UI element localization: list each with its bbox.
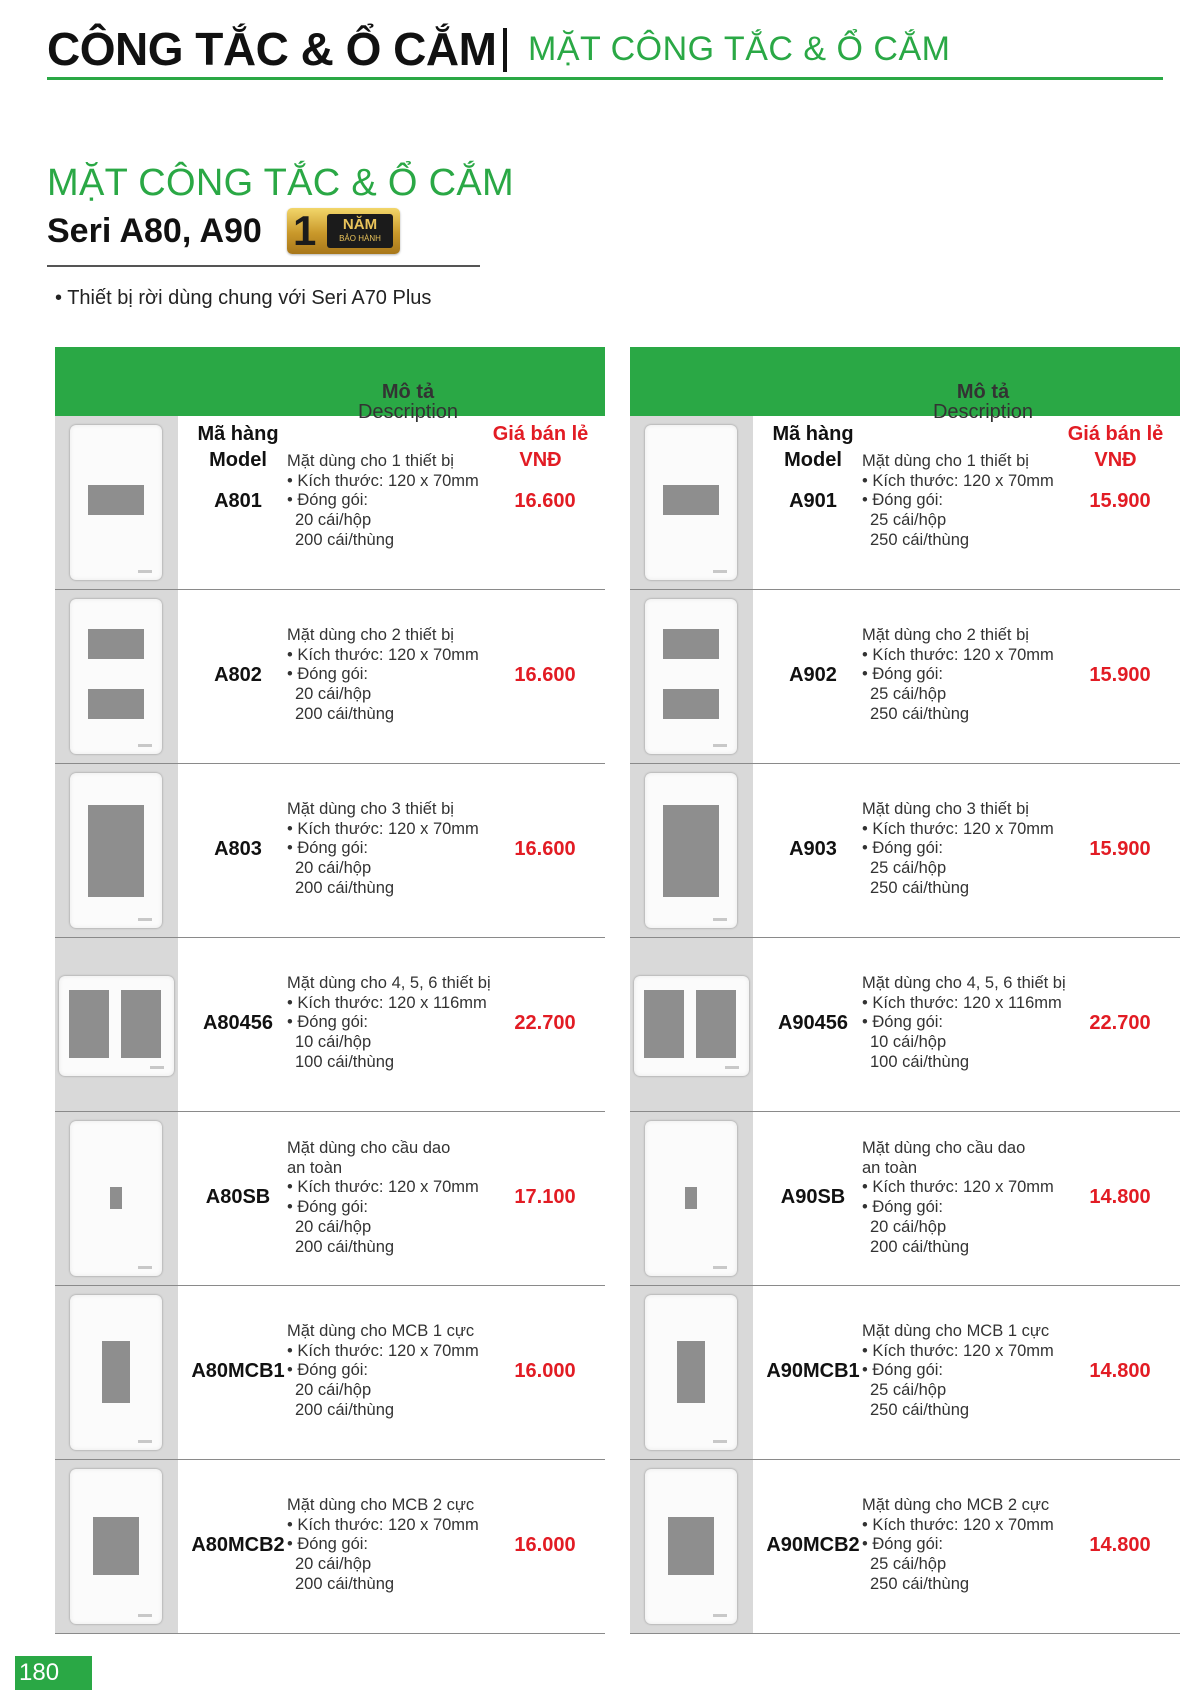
description-line: Mặt dùng cho 3 thiết bị (287, 800, 454, 818)
description-line: Mặt dùng cho MCB 1 cực (287, 1322, 475, 1340)
description-line: 200 cái/thùng (295, 1574, 395, 1593)
device-slot (663, 805, 719, 897)
header-label: Mô tả (381, 381, 435, 403)
brand-mark (138, 570, 152, 573)
description-line: 20 cái/hộp (295, 685, 372, 704)
description-line: Mặt dùng cho 3 thiết bị (862, 800, 1029, 818)
product-price: 16.600 (514, 838, 576, 860)
brand-mark (138, 1266, 152, 1269)
table-row (630, 416, 1180, 590)
table-row (630, 1112, 1180, 1286)
page-header (47, 18, 1163, 80)
table-row (55, 938, 605, 1112)
description-line: • Đóng gói: (862, 839, 943, 858)
description-line: 200 cái/thùng (870, 1237, 970, 1256)
description-line: Mặt dùng cho 2 thiết bị (287, 626, 454, 644)
description-line: 25 cái/hộp (870, 685, 947, 704)
wall-plate-image (70, 773, 162, 928)
brand-mark (138, 1440, 152, 1443)
product-image (630, 416, 753, 589)
description-line: Mặt dùng cho 1 thiết bị (862, 452, 1029, 470)
wall-plate-image (70, 1469, 162, 1624)
description-line: • Đóng gói: (862, 1361, 943, 1380)
table-row (55, 416, 605, 590)
product-image (55, 590, 178, 763)
wall-plate-image (70, 1121, 162, 1276)
product-price: 16.000 (514, 1534, 576, 1556)
description-line: 10 cái/hộp (295, 1033, 372, 1052)
product-model: A80MCB2 (191, 1534, 285, 1556)
header-label-en: Model (209, 449, 267, 471)
product-price: 15.900 (1089, 664, 1151, 686)
description-line: • Kích thước: 120 x 70mm (287, 1341, 479, 1360)
wall-plate-image (70, 425, 162, 580)
product-description (287, 1322, 502, 1421)
product-model: A80MCB1 (191, 1360, 285, 1382)
device-slot (93, 1517, 139, 1575)
description-line: 250 cái/thùng (870, 704, 970, 723)
description-line: • Đóng gói: (862, 491, 943, 510)
product-description (862, 974, 1077, 1073)
description-line: • Kích thước: 120 x 70mm (862, 471, 1054, 490)
product-price: 16.600 (514, 490, 576, 512)
device-slot (663, 485, 719, 515)
product-description (287, 452, 502, 551)
device-slot (668, 1517, 714, 1575)
description-line: 20 cái/hộp (295, 511, 372, 530)
device-slot (69, 990, 109, 1058)
product-description (862, 1496, 1077, 1595)
section-note: • Thiết bị rời dùng chung với Seri A70 Plus (55, 287, 432, 309)
header-label-en: Model (784, 449, 842, 471)
description-line: 200 cái/thùng (295, 704, 395, 723)
product-image (55, 416, 178, 589)
product-model: A90MCB2 (766, 1534, 860, 1556)
product-price: 14.800 (1089, 1534, 1151, 1556)
description-line: • Kích thước: 120 x 70mm (287, 1515, 479, 1534)
product-table-a80 (55, 347, 605, 1634)
device-slot (88, 805, 144, 897)
product-table-a90 (630, 347, 1180, 1634)
device-slot (663, 689, 719, 719)
product-description (862, 1322, 1077, 1421)
device-slot (663, 629, 719, 659)
description-line: 25 cái/hộp (870, 511, 947, 530)
warranty-unit: NĂM (342, 216, 378, 233)
product-description (287, 626, 502, 725)
product-description (862, 626, 1077, 725)
product-price: 22.700 (514, 1012, 576, 1034)
product-image (55, 938, 178, 1111)
description-line: 200 cái/thùng (295, 1237, 395, 1256)
product-model: A90MCB1 (766, 1360, 860, 1382)
product-image (55, 1460, 178, 1633)
wall-plate-image (70, 1295, 162, 1450)
product-price: 14.800 (1089, 1360, 1151, 1382)
brand-mark (713, 1266, 727, 1269)
warranty-years: 1 (293, 207, 317, 254)
product-image (630, 764, 753, 937)
catalog-category-title: CÔNG TẮC & Ổ CẮM (47, 23, 497, 75)
description-line: • Đóng gói: (862, 1198, 943, 1217)
description-line: • Đóng gói: (862, 665, 943, 684)
brand-mark (725, 1066, 739, 1069)
header-label: Mô tả (956, 381, 1010, 403)
description-line: 20 cái/hộp (870, 1217, 947, 1236)
description-line: • Kích thước: 120 x 70mm (862, 1178, 1054, 1197)
catalog-subcategory-title: MẶT CÔNG TẮC & Ổ CẮM (528, 30, 951, 68)
header-label-en: VNĐ (519, 449, 562, 471)
description-line: 20 cái/hộp (295, 1555, 372, 1574)
table-row (55, 764, 605, 938)
description-line: an toàn (862, 1158, 918, 1177)
product-description (862, 1139, 1077, 1257)
product-price: 15.900 (1089, 490, 1151, 512)
description-line: Mặt dùng cho MCB 1 cực (862, 1322, 1050, 1340)
description-line: 250 cái/thùng (870, 1400, 970, 1419)
description-line: • Đóng gói: (287, 839, 368, 858)
brand-mark (138, 918, 152, 921)
brand-mark (713, 744, 727, 747)
description-line: • Đóng gói: (287, 1535, 368, 1554)
description-line: Mặt dùng cho MCB 2 cực (287, 1496, 475, 1514)
description-line: • Kích thước: 120 x 116mm (862, 993, 1062, 1012)
product-model: A802 (214, 664, 262, 686)
product-image (55, 1112, 178, 1285)
product-description (862, 452, 1077, 551)
wall-plate-image (634, 976, 749, 1076)
description-line: 100 cái/thùng (295, 1052, 395, 1071)
description-line: • Kích thước: 120 x 70mm (287, 471, 479, 490)
description-line: 10 cái/hộp (870, 1033, 947, 1052)
table-row (55, 1460, 605, 1634)
product-description (287, 1139, 502, 1257)
description-line: • Kích thước: 120 x 116mm (287, 993, 487, 1012)
description-line: 25 cái/hộp (870, 859, 947, 878)
description-line: an toàn (287, 1158, 343, 1177)
device-slot (102, 1341, 130, 1403)
description-line: 25 cái/hộp (870, 1555, 947, 1574)
device-slot (644, 990, 684, 1058)
product-price: 17.100 (514, 1186, 576, 1208)
brand-mark (713, 918, 727, 921)
wall-plate-image (645, 1469, 737, 1624)
brand-mark (150, 1066, 164, 1069)
section-title: MẶT CÔNG TẮC & Ổ CẮM (47, 162, 514, 204)
table-row (630, 1460, 1180, 1634)
product-model: A901 (789, 490, 837, 512)
device-slot (696, 990, 736, 1058)
brand-mark (138, 744, 152, 747)
table-row (630, 938, 1180, 1112)
description-line: 250 cái/thùng (870, 530, 970, 549)
device-slot (88, 689, 144, 719)
description-line: • Đóng gói: (287, 1013, 368, 1032)
description-line: • Đóng gói: (862, 1013, 943, 1032)
header-divider (503, 28, 507, 72)
product-image (630, 1460, 753, 1633)
warranty-label-box (327, 214, 393, 248)
product-image (630, 938, 753, 1111)
header-label: Giá bán lẻ (1067, 423, 1164, 445)
description-line: Mặt dùng cho 4, 5, 6 thiết bị (287, 974, 491, 992)
description-line: • Đóng gói: (287, 491, 368, 510)
description-line: 250 cái/thùng (870, 878, 970, 897)
header-label-en: VNĐ (1094, 449, 1137, 471)
description-line: • Đóng gói: (287, 665, 368, 684)
product-model: A90SB (780, 1186, 846, 1208)
brand-mark (713, 570, 727, 573)
description-line: 20 cái/hộp (295, 1217, 372, 1236)
description-line: • Kích thước: 120 x 70mm (287, 1178, 479, 1197)
description-line: 200 cái/thùng (295, 530, 395, 549)
section-divider (47, 265, 480, 267)
description-line: • Kích thước: 120 x 70mm (287, 819, 479, 838)
wall-plate-image (70, 599, 162, 754)
description-line: 200 cái/thùng (295, 878, 395, 897)
page-number: 180 (15, 1656, 92, 1690)
table-row (55, 1286, 605, 1460)
description-line: 25 cái/hộp (870, 1381, 947, 1400)
product-image (630, 590, 753, 763)
description-line: Mặt dùng cho cầu dao (862, 1139, 1026, 1157)
product-price: 16.600 (514, 664, 576, 686)
product-model: A90456 (777, 1012, 849, 1034)
product-model: A902 (789, 664, 837, 686)
description-line: • Đóng gói: (862, 1535, 943, 1554)
product-model: A80SB (205, 1186, 271, 1208)
product-image (55, 1286, 178, 1459)
description-line: Mặt dùng cho cầu dao (287, 1139, 451, 1157)
description-line: • Đóng gói: (287, 1198, 368, 1217)
product-price: 22.700 (1089, 1012, 1151, 1034)
table-row (630, 1286, 1180, 1460)
product-price: 14.800 (1089, 1186, 1151, 1208)
header-label-en: Description (357, 400, 459, 423)
description-line: 20 cái/hộp (295, 1381, 372, 1400)
description-line: • Kích thước: 120 x 70mm (862, 1341, 1054, 1360)
brand-mark (713, 1440, 727, 1443)
description-line: 100 cái/thùng (870, 1052, 970, 1071)
product-image (55, 764, 178, 937)
product-image (630, 1286, 753, 1459)
product-description (862, 800, 1077, 899)
series-name: Seri A80, A90 (47, 212, 262, 250)
description-line: • Kích thước: 120 x 70mm (862, 1515, 1054, 1534)
description-line: • Kích thước: 120 x 70mm (862, 645, 1054, 664)
device-slot (88, 485, 144, 515)
wall-plate-image (645, 773, 737, 928)
header-label: Mã hàng (772, 423, 854, 445)
warranty-badge (287, 208, 400, 254)
description-line: • Đóng gói: (287, 1361, 368, 1380)
header-label-en: Description (932, 400, 1034, 423)
header-label: Giá bán lẻ (492, 423, 589, 445)
description-line: 200 cái/thùng (295, 1400, 395, 1419)
device-slot (121, 990, 161, 1058)
description-line: • Kích thước: 120 x 70mm (862, 819, 1054, 838)
product-model: A903 (789, 838, 837, 860)
description-line: 250 cái/thùng (870, 1574, 970, 1593)
header-label: Mã hàng (197, 423, 279, 445)
product-price: 15.900 (1089, 838, 1151, 860)
wall-plate-image (645, 599, 737, 754)
product-model: A803 (214, 838, 262, 860)
brand-mark (713, 1614, 727, 1617)
table-row (55, 590, 605, 764)
wall-plate-image (645, 1295, 737, 1450)
description-line: Mặt dùng cho 1 thiết bị (287, 452, 454, 470)
description-line: Mặt dùng cho MCB 2 cực (862, 1496, 1050, 1514)
warranty-label: BẢO HÀNH (339, 234, 381, 243)
device-slot (110, 1187, 122, 1209)
product-image (630, 1112, 753, 1285)
product-model: A801 (214, 490, 262, 512)
product-model: A80456 (202, 1012, 274, 1034)
description-line: Mặt dùng cho 2 thiết bị (862, 626, 1029, 644)
wall-plate-image (645, 425, 737, 580)
description-line: • Kích thước: 120 x 70mm (287, 645, 479, 664)
table-row (55, 1112, 605, 1286)
description-line: 20 cái/hộp (295, 859, 372, 878)
device-slot (677, 1341, 705, 1403)
product-description (287, 974, 502, 1073)
table-row (630, 764, 1180, 938)
wall-plate-image (645, 1121, 737, 1276)
brand-mark (138, 1614, 152, 1617)
description-line: Mặt dùng cho 4, 5, 6 thiết bị (862, 974, 1066, 992)
wall-plate-image (59, 976, 174, 1076)
device-slot (685, 1187, 697, 1209)
product-price: 16.000 (514, 1360, 576, 1382)
table-row (630, 590, 1180, 764)
device-slot (88, 629, 144, 659)
product-description (287, 800, 502, 899)
product-description (287, 1496, 502, 1595)
